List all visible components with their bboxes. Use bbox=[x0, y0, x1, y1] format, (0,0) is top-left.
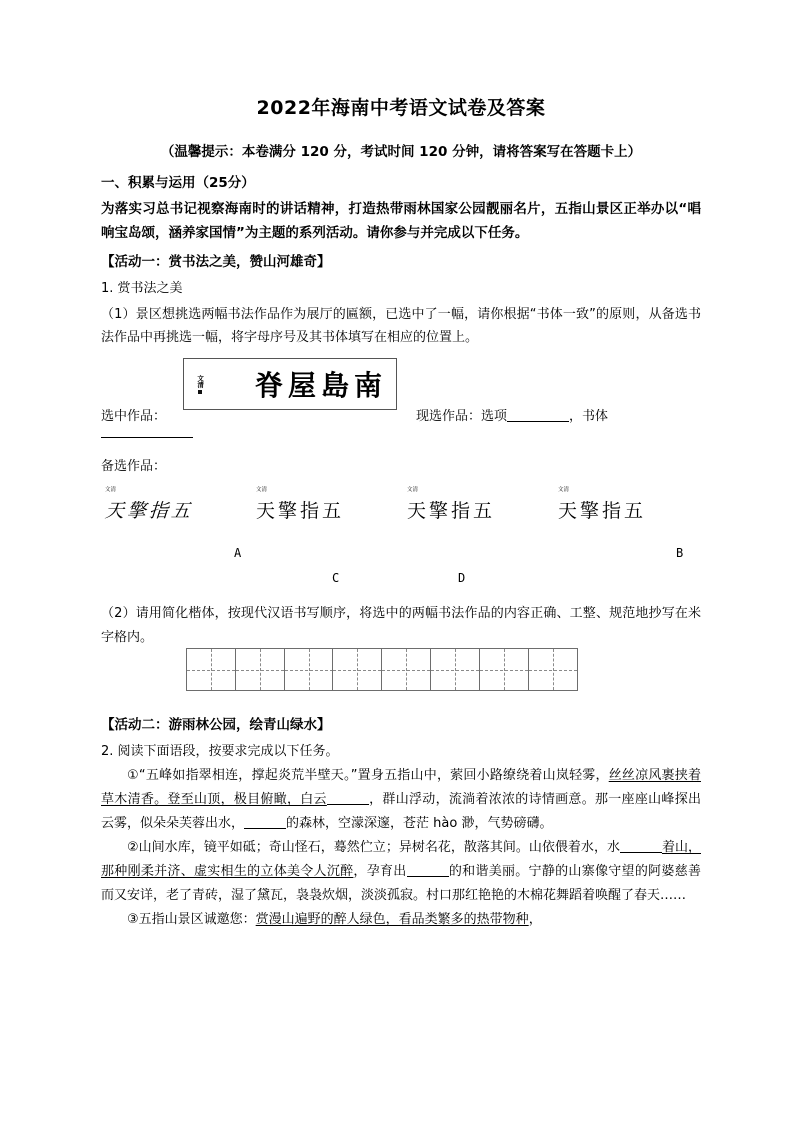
calligraphy-glyph: 指 bbox=[602, 500, 625, 522]
calligraphy-glyph: 天 bbox=[256, 500, 279, 522]
section-1-lead-paragraph: 为落实习总书记视察海南时的讲话精神，打造热带雨林国家公园靓丽名片，五指山景区正举办以“唱响宝岛颂，涵养家国情”为主题的系列活动。请你参与并完成以下任务。 bbox=[101, 200, 701, 241]
paragraph-1-segment-4: 的森林，空濛深邃，苍茫 bbox=[286, 816, 434, 832]
activity-2-heading: 【活动二：游雨林公园，绘青山绿水】 bbox=[101, 717, 331, 733]
calligraphy-glyph: 天 bbox=[558, 500, 581, 522]
paragraph-1-segment-3: ，群山浮动，流淌着浓浓的诗情画意。那一座座山峰探出云雾，似朵朵芙蓉出水， bbox=[101, 792, 701, 832]
page-content bbox=[101, 0, 701, 350]
paragraph-1-segment-2: 丝丝凉风裹挟着草木清香。登至山顶，极目俯瞰，白云 bbox=[101, 767, 701, 808]
calligraphy-glyph: 指 bbox=[451, 500, 474, 522]
option-C-glyphs bbox=[256, 496, 391, 523]
passage-blank-3[interactable] bbox=[620, 852, 662, 853]
paragraph-2-segment-4: 的和谐美丽。宁静的山寨像守望的阿婆慈善而又安详，老了青砖，湿了黛瓦，袅袅炊烟，淡淡孤寂。村口那红艳艳的木棉花舞蹈着唤醒了春天…… bbox=[101, 864, 701, 904]
option-artwork-D[interactable] bbox=[407, 485, 542, 533]
passage-paragraph-1 bbox=[101, 764, 701, 836]
artist-seal-group bbox=[197, 375, 203, 394]
option-label-B: B bbox=[676, 546, 684, 560]
option-A-glyphs bbox=[104, 496, 241, 523]
pinyin-annotation: hào bbox=[433, 816, 458, 832]
passage-blank-1[interactable] bbox=[327, 804, 369, 805]
passage-blank-2[interactable] bbox=[244, 828, 286, 829]
grid-cell[interactable] bbox=[235, 648, 285, 691]
paragraph-2-segment-3: ，孕育出 bbox=[353, 864, 407, 880]
option-label-A: A bbox=[234, 546, 242, 560]
selected-calligraphy-artwork bbox=[183, 358, 397, 410]
calligraphy-glyph: 指 bbox=[300, 500, 323, 522]
calligraphy-glyph: 天 bbox=[104, 500, 128, 522]
grid-cell[interactable] bbox=[332, 648, 382, 691]
option-label-D: D bbox=[458, 571, 466, 585]
passage-paragraph-2 bbox=[101, 836, 701, 908]
page-title: 2022年海南中考语文试卷及答案 bbox=[256, 97, 546, 119]
paragraph-1-segment-1: “五峰如指翠相连，撑起炎荒半壁天。”置身五指山中，萦回小路缭绕着山岚轻雾， bbox=[138, 767, 609, 783]
paragraph-2-segment-2: 着山，那种刚柔并济、虚实相生的立体美令人沉醉 bbox=[101, 840, 701, 880]
calligraphy-glyph: 擎 bbox=[429, 500, 452, 522]
seal-text: 文清 bbox=[256, 487, 268, 493]
seal-text: 文清 bbox=[407, 487, 419, 493]
passage-paragraph-3 bbox=[101, 908, 701, 932]
alternative-works-label: 备选作品： bbox=[101, 459, 167, 474]
paragraph-2-marker: ② bbox=[127, 840, 139, 856]
script-style-answer-blank[interactable] bbox=[101, 437, 193, 438]
question-2-label: 2. 阅读下面语段，按要求完成以下任务。 bbox=[101, 744, 339, 760]
selected-artwork-glyphs bbox=[255, 364, 396, 404]
grid-cell[interactable] bbox=[479, 648, 529, 691]
option-artwork-C[interactable] bbox=[256, 485, 391, 533]
calligraphy-glyph: 五 bbox=[473, 500, 496, 522]
option-artwork-A[interactable] bbox=[105, 485, 240, 533]
question-1-1-text: （1）景区想挑选两幅书法作品作为展厅的匾额，已选中了一幅，请你根据“书体一致”的原则，从备选书法作品中再挑选一幅，将字母序号及其书体填写在相应的位置上。 bbox=[101, 306, 701, 346]
grid-cell[interactable] bbox=[528, 648, 578, 691]
paragraph-2-segment-1: 山间水库，镜平如砥；奇山怪石，蓦然伫立；异树名花，散落其间。山依偎着水，水 bbox=[138, 840, 620, 856]
artist-seal-group bbox=[256, 485, 391, 496]
paragraph-3-segment-1: 五指山景区诚邀您： bbox=[138, 912, 256, 928]
option-B-glyphs bbox=[558, 496, 693, 523]
calligraphy-glyph: 五 bbox=[170, 500, 194, 522]
selected-work-label: 选中作品： bbox=[101, 409, 167, 424]
seal-text: 文清 bbox=[105, 487, 117, 493]
question-1-label: 1. 赏书法之美 bbox=[101, 280, 183, 296]
option-answer-blank[interactable] bbox=[507, 421, 569, 422]
current-selection-suffix: ，书体 bbox=[569, 409, 609, 424]
grid-cell[interactable] bbox=[284, 648, 334, 691]
calligraphy-glyph: 五 bbox=[624, 500, 647, 522]
mizige-writing-grid[interactable] bbox=[186, 648, 577, 691]
calligraphy-glyph: 五 bbox=[322, 500, 345, 522]
paragraph-3-segment-3: ， bbox=[528, 912, 542, 928]
exam-notice: （温馨提示：本卷满分 120 分，考试时间 120 分钟，请将答案写在答题卡上） bbox=[160, 143, 642, 160]
current-selection-answer-line bbox=[416, 405, 608, 424]
calligraphy-glyph: 脊 bbox=[254, 369, 288, 402]
activity-1-heading: 【活动一：赏书法之美，赞山河雄奇】 bbox=[101, 253, 331, 270]
calligraphy-glyph: 擎 bbox=[278, 500, 301, 522]
option-label-C: C bbox=[332, 571, 340, 585]
option-D-glyphs bbox=[407, 496, 542, 523]
current-selection-prefix: 现选作品：选项 bbox=[416, 409, 508, 424]
seal-stamp-icon bbox=[198, 390, 202, 394]
section-1-heading: 一、积累与运用（25分） bbox=[101, 174, 255, 191]
calligraphy-glyph: 天 bbox=[407, 500, 430, 522]
grid-cell[interactable] bbox=[430, 648, 480, 691]
passage-blank-4[interactable] bbox=[407, 876, 449, 877]
paragraph-3-segment-2: 赏漫山遍野的醉人绿色，看品类繁多的热带物种 bbox=[255, 912, 529, 928]
paragraph-3-marker: ③ bbox=[127, 912, 139, 928]
grid-cell[interactable] bbox=[186, 648, 236, 691]
grid-cell[interactable] bbox=[381, 648, 431, 691]
artist-seal-group bbox=[558, 485, 693, 496]
artist-seal-group bbox=[105, 485, 240, 496]
calligraphy-glyph: 南 bbox=[353, 369, 387, 402]
calligraphy-glyph: 島 bbox=[320, 369, 354, 402]
seal-text: 文清 bbox=[558, 487, 570, 493]
calligraphy-glyph: 指 bbox=[148, 500, 172, 522]
option-artwork-B[interactable] bbox=[558, 485, 693, 533]
paragraph-1-segment-5: 渺，气势磅礴。 bbox=[457, 816, 553, 832]
calligraphy-glyph: 屋 bbox=[287, 369, 321, 402]
calligraphy-glyph: 擎 bbox=[126, 500, 150, 522]
paragraph-1-marker: ① bbox=[127, 767, 139, 783]
calligraphy-glyph: 擎 bbox=[580, 500, 603, 522]
artist-seal-group bbox=[407, 485, 542, 496]
question-1-2-text: （2）请用简化楷体，按现代汉语书写顺序，将选中的两幅书法作品的内容正确、工整、规范地抄写在米字格内。 bbox=[101, 606, 701, 645]
seal-text: 文清 bbox=[196, 374, 205, 388]
